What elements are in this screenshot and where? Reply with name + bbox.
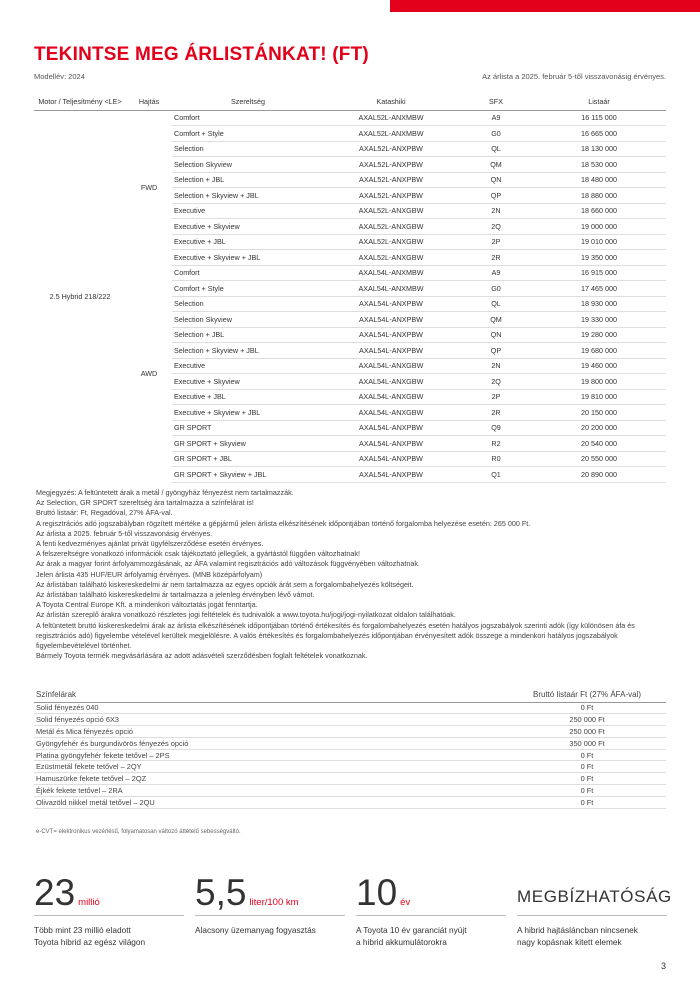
code-cell: AXAL54L-ANXPBW — [322, 343, 460, 359]
code-cell: AXAL54L-ANXPBW — [322, 327, 460, 343]
trim-cell: Selection — [172, 141, 322, 157]
stat-warranty-desc-1: A Toyota 10 év garanciát nyújt — [356, 925, 467, 935]
stat-reliability-desc-2: nagy kopásnak kitett elemek — [517, 937, 622, 947]
trim-cell: Selection — [172, 296, 322, 312]
sfx-cell: 2Q — [460, 374, 532, 390]
color-price: 0 Ft — [506, 785, 666, 797]
note-line: Az árlistában található kiskereskedelmi ár nem tartalmazza az egyes opciók árát sem a forgalombahelyezés költségeit. — [36, 579, 414, 589]
stat-warranty — [356, 874, 506, 948]
code-cell: AXAL54L-ANXMBW — [322, 281, 460, 297]
stat-reliability-word: MEGBÍZHATÓSÁG — [517, 887, 672, 906]
trim-cell: Selection + Skyview + JBL — [172, 343, 322, 359]
color-header-name: Színfelárak — [34, 688, 506, 702]
sfx-cell: G0 — [460, 281, 532, 297]
sfx-cell: Q9 — [460, 420, 532, 436]
note-line: Jelen árlista 435 HUF/EUR árfolyamig érvényes. (MNB középárfolyam) — [36, 569, 263, 579]
stat-warranty-value: 10 — [356, 872, 398, 913]
price-cell: 19 810 000 — [532, 389, 666, 405]
color-row — [34, 702, 666, 714]
price-cell: 16 915 000 — [532, 265, 666, 281]
sfx-cell: A9 — [460, 110, 532, 126]
color-price: 350 000 Ft — [506, 737, 666, 749]
color-name: Ezüstmetál fekete tetővel – 2QY — [34, 761, 506, 773]
code-cell: AXAL52L-ANXPBW — [322, 188, 460, 204]
stat-consumption — [195, 874, 345, 936]
color-price: 0 Ft — [506, 796, 666, 808]
code-cell: AXAL54L-ANXMBW — [322, 265, 460, 281]
code-cell: AXAL52L-ANXPBW — [322, 157, 460, 173]
footnote: e-CVT= elektronikus vezérlésű, folyamatosan változó áttételű sebességváltó. — [36, 829, 241, 835]
price-cell: 19 800 000 — [532, 374, 666, 390]
color-name: Platina gyöngyfehér fekete tetővel – 2PS — [34, 749, 506, 761]
code-cell: AXAL54L-ANXPBW — [322, 296, 460, 312]
trim-cell: Executive + Skyview + JBL — [172, 250, 322, 266]
header-code: Katashiki — [322, 90, 460, 110]
header-trim: Szereltség — [172, 90, 322, 110]
header-motor: Motor / Teljesítmény <LE> — [34, 90, 126, 110]
sfx-cell: QP — [460, 343, 532, 359]
price-cell: 18 660 000 — [532, 203, 666, 219]
stat-divider — [517, 915, 667, 916]
stat-reliability — [517, 874, 672, 948]
trim-cell: Executive + Skyview — [172, 219, 322, 235]
trim-cell: Executive — [172, 203, 322, 219]
color-price: 0 Ft — [506, 773, 666, 785]
color-price: 0 Ft — [506, 749, 666, 761]
sfx-cell: QN — [460, 172, 532, 188]
sfx-cell: 2R — [460, 405, 532, 421]
price-table-body — [34, 110, 666, 482]
table-row — [34, 265, 666, 281]
top-accent-bar — [390, 0, 700, 12]
price-cell: 20 540 000 — [532, 436, 666, 452]
price-cell: 19 680 000 — [532, 343, 666, 359]
code-cell: AXAL52L-ANXGBW — [322, 250, 460, 266]
sfx-cell: 2P — [460, 234, 532, 250]
price-cell: 20 550 000 — [532, 451, 666, 467]
trim-cell: GR SPORT — [172, 420, 322, 436]
code-cell: AXAL52L-ANXGBW — [322, 234, 460, 250]
model-year: Modellév: 2024 — [34, 72, 85, 81]
trim-cell: Selection Skyview — [172, 312, 322, 328]
color-header-price: Bruttó listaár Ft (27% ÁFA-val) — [506, 688, 666, 702]
color-row — [34, 726, 666, 738]
color-price: 0 Ft — [506, 702, 666, 714]
price-cell: 16 665 000 — [532, 126, 666, 142]
price-cell: 17 465 000 — [532, 281, 666, 297]
color-price: 0 Ft — [506, 761, 666, 773]
color-row — [34, 737, 666, 749]
stat-divider — [356, 915, 506, 916]
stat-warranty-desc-2: a hibrid akkumulátorokra — [356, 937, 447, 947]
motor-cell: 2.5 Hybrid 218/222 — [49, 291, 111, 301]
note-line: A fenti kedvezményes ajánlat privát ügyfélszerződése esetén érvényes. — [36, 539, 264, 549]
code-cell: AXAL54L-ANXPBW — [322, 451, 460, 467]
stat-reliability-desc-1: A hibrid hajtásláncban nincsenek — [517, 925, 638, 935]
drive-cell: AWD — [140, 369, 158, 378]
stat-sales-value: 23 — [34, 872, 76, 913]
price-cell: 20 890 000 — [532, 467, 666, 483]
trim-cell: GR SPORT + JBL — [172, 451, 322, 467]
trim-cell: Executive + Skyview — [172, 374, 322, 390]
note-line: Az árlistában található kiskereskedelmi ár tartalmazza a jelenleg érvényben lévő vámot. — [36, 590, 315, 600]
price-cell: 19 330 000 — [532, 312, 666, 328]
price-cell: 18 130 000 — [532, 141, 666, 157]
note-line: Az árak a magyar forint árfolyammozgásának, az ÁFA valamint regisztrációs adó változások függvényében változhatnak. — [36, 559, 420, 569]
header-sfx: SFX — [460, 90, 532, 110]
note-line: A feltüntetett bruttó kiskereskedelmi árak az árlista elkészítésének időpontjában történő értékesítés és forgalombahelyezés esetén hatályos jogszabályok szerinti adók (így különösen áfa és regisztrációs adó) figyelembe vételével kerültek megjelölésre. A valós értékesítés és forgalombahelyezés időpontjában érvényesített adók összege a mindenkori hatályos jogszabályok figyelembevételével történhet. — [36, 620, 635, 651]
note-line: Az árlistán szereplő árakra vonatkozó részletes jogi feltételek és tudnivalók a www.toyota.hu/jogi/jogi-nyilatkozat oldalon találhatóak. — [36, 610, 456, 620]
note-line: Az Selection, GR SPORT szereltség ára tartalmazza a színfelárat is! — [36, 498, 254, 508]
table-row — [34, 110, 666, 126]
color-table-header — [34, 688, 666, 702]
code-cell: AXAL54L-ANXPBW — [322, 312, 460, 328]
note-line: A felszereltségre vonatkozó információk csak tájékoztató jellegűek, a gyártástól függően változhatnak! — [36, 549, 361, 559]
stat-sales — [34, 874, 184, 948]
price-cell: 19 350 000 — [532, 250, 666, 266]
page-title: TEKINTSE MEG ÁRLISTÁNKAT! (FT) — [34, 44, 369, 65]
trim-cell: Executive + JBL — [172, 234, 322, 250]
stat-sales-unit: millió — [78, 897, 100, 908]
trim-cell: Comfort — [172, 265, 322, 281]
sfx-cell: A9 — [460, 265, 532, 281]
price-cell: 19 000 000 — [532, 219, 666, 235]
code-cell: AXAL52L-ANXGBW — [322, 219, 460, 235]
color-name: Metál és Mica fényezés opció — [34, 726, 506, 738]
stat-consumption-desc-1: Alacsony üzemanyag fogyasztás — [195, 925, 316, 935]
price-table — [34, 90, 666, 483]
note-line: A regisztrációs adó jogszabályban rögzített mértéke a gépjármű jelen árlista elkészítésének időpontjában történő forgalomba helyezése esetén: 265 000 Ft. — [36, 518, 531, 528]
sfx-cell: 2N — [460, 358, 532, 374]
sfx-cell: QM — [460, 312, 532, 328]
stat-sales-desc-1: Több mint 23 millió eladott — [34, 925, 131, 935]
sfx-cell: QN — [460, 327, 532, 343]
note-line: Az árlista a 2025. február 5-től visszavonásig érvényes. — [36, 528, 213, 538]
sfx-cell: Q1 — [460, 467, 532, 483]
code-cell: AXAL52L-ANXPBW — [322, 172, 460, 188]
sfx-cell: QL — [460, 141, 532, 157]
note-line: Bruttó listaár: Ft, Regadóval, 27% ÁFA-val. — [36, 508, 173, 518]
trim-cell: Selection + JBL — [172, 327, 322, 343]
note-line: A Toyota Central Europe Kft. a mindenkori változtatás jogát fenntartja. — [36, 600, 258, 610]
code-cell: AXAL54L-ANXGBW — [322, 405, 460, 421]
color-row — [34, 761, 666, 773]
code-cell: AXAL52L-ANXGBW — [322, 203, 460, 219]
header-drive: Hajtás — [126, 90, 172, 110]
trim-cell: Selection Skyview — [172, 157, 322, 173]
color-name: Gyöngyfehér és burgundivörös fényezés opció — [34, 737, 506, 749]
sfx-cell: QP — [460, 188, 532, 204]
sfx-cell: QM — [460, 157, 532, 173]
sfx-cell: 2N — [460, 203, 532, 219]
color-row — [34, 714, 666, 726]
sfx-cell: 2Q — [460, 219, 532, 235]
color-surcharge-table — [34, 688, 666, 809]
color-name: Solid fényezés 040 — [34, 702, 506, 714]
price-cell: 19 460 000 — [532, 358, 666, 374]
trim-cell: Executive + Skyview + JBL — [172, 405, 322, 421]
stat-divider — [195, 915, 345, 916]
color-name: Hamuszürke fekete tetővel – 2QZ — [34, 773, 506, 785]
sfx-cell: R2 — [460, 436, 532, 452]
price-cell: 16 115 000 — [532, 110, 666, 126]
price-cell: 18 530 000 — [532, 157, 666, 173]
price-cell: 18 480 000 — [532, 172, 666, 188]
price-cell: 18 880 000 — [532, 188, 666, 204]
color-name: Olivazöld nikkel metál tetővel – 2QU — [34, 796, 506, 808]
stat-divider — [34, 915, 184, 916]
trim-cell: GR SPORT + Skyview — [172, 436, 322, 452]
code-cell: AXAL52L-ANXMBW — [322, 126, 460, 142]
sfx-cell: 2P — [460, 389, 532, 405]
price-cell: 18 930 000 — [532, 296, 666, 312]
legal-notes — [36, 488, 666, 661]
trim-cell: Executive — [172, 358, 322, 374]
stat-warranty-unit: év — [400, 897, 411, 908]
trim-cell: Comfort — [172, 110, 322, 126]
trim-cell: GR SPORT + Skyview + JBL — [172, 467, 322, 483]
color-price: 250 000 Ft — [506, 714, 666, 726]
code-cell: AXAL54L-ANXPBW — [322, 436, 460, 452]
trim-cell: Executive + JBL — [172, 389, 322, 405]
sfx-cell: QL — [460, 296, 532, 312]
sfx-cell: 2R — [460, 250, 532, 266]
color-table-body — [34, 702, 666, 808]
code-cell: AXAL54L-ANXGBW — [322, 389, 460, 405]
price-cell: 20 150 000 — [532, 405, 666, 421]
sfx-cell: G0 — [460, 126, 532, 142]
code-cell: AXAL54L-ANXPBW — [322, 467, 460, 483]
trim-cell: Comfort + Style — [172, 126, 322, 142]
stat-consumption-unit: liter/100 km — [249, 897, 299, 908]
color-price: 250 000 Ft — [506, 726, 666, 738]
trim-cell: Selection + Skyview + JBL — [172, 188, 322, 204]
color-row — [34, 749, 666, 761]
trim-cell: Comfort + Style — [172, 281, 322, 297]
color-row — [34, 773, 666, 785]
stat-sales-desc-2: Toyota hibrid az egész világon — [34, 937, 146, 947]
note-line: Megjegyzés: A feltüntetett árak a metál / gyöngyház fényezést nem tartalmazzák. — [36, 488, 294, 497]
code-cell: AXAL54L-ANXPBW — [322, 420, 460, 436]
price-cell: 19 280 000 — [532, 327, 666, 343]
color-name: Éjkék fekete tetővel – 2RA — [34, 785, 506, 797]
color-name: Solid fényezés opció 6X3 — [34, 714, 506, 726]
code-cell: AXAL54L-ANXGBW — [322, 374, 460, 390]
code-cell: AXAL54L-ANXGBW — [322, 358, 460, 374]
page-number: 3 — [660, 961, 666, 971]
drive-cell: FWD — [140, 183, 158, 193]
stat-consumption-value: 5,5 — [195, 872, 247, 913]
code-cell: AXAL52L-ANXMBW — [322, 110, 460, 126]
sfx-cell: R0 — [460, 451, 532, 467]
color-row — [34, 796, 666, 808]
validity-note: Az árlista a 2025. február 5-től visszavonásig érvényes. — [482, 72, 666, 81]
price-table-header — [34, 90, 666, 110]
color-row — [34, 785, 666, 797]
trim-cell: Selection + JBL — [172, 172, 322, 188]
note-line: Bármely Toyota termék megvásárlására az adott adásvételi szerződésben foglalt feltételek vonatkoznak. — [36, 651, 368, 661]
price-cell: 19 010 000 — [532, 234, 666, 250]
header-price: Listaár — [532, 90, 666, 110]
price-cell: 20 200 000 — [532, 420, 666, 436]
code-cell: AXAL52L-ANXPBW — [322, 141, 460, 157]
